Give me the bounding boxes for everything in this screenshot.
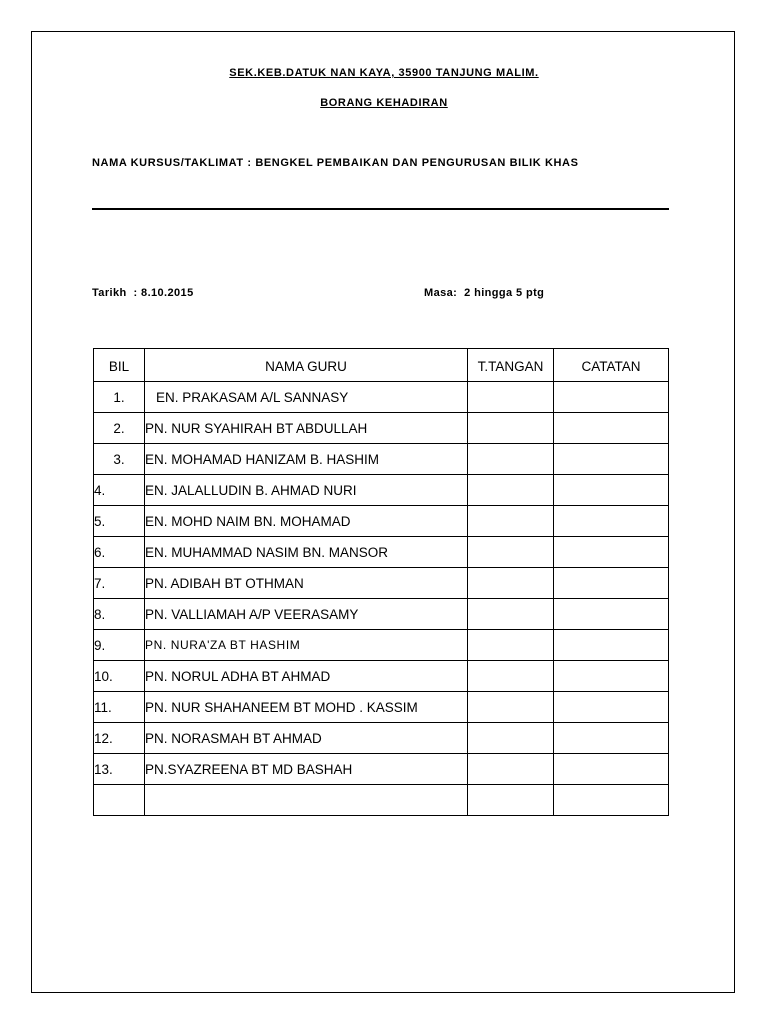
signature-cell[interactable] <box>468 444 554 475</box>
notes-cell[interactable] <box>554 723 669 754</box>
table-row <box>94 537 669 568</box>
signature-cell[interactable] <box>468 785 554 816</box>
teacher-name: EN. PRAKASAM A/L SANNASY <box>145 382 468 413</box>
teacher-name: PN. VALLIAMAH A/P VEERASAMY <box>145 599 468 630</box>
signature-cell[interactable] <box>468 723 554 754</box>
table-header-row <box>94 349 669 382</box>
table-row <box>94 444 669 475</box>
signature-cell[interactable] <box>468 382 554 413</box>
table-row <box>94 723 669 754</box>
teacher-name: PN. ADIBAH BT OTHMAN <box>145 568 468 599</box>
row-number: 6. <box>94 537 145 568</box>
notes-cell[interactable] <box>554 785 669 816</box>
header-t-tangan: T.TANGAN <box>468 349 554 382</box>
teacher-name-empty[interactable] <box>145 785 468 816</box>
course-divider <box>92 208 669 210</box>
row-number: 10. <box>94 661 145 692</box>
signature-cell[interactable] <box>468 568 554 599</box>
notes-cell[interactable] <box>554 444 669 475</box>
teacher-name: EN. JALALLUDIN B. AHMAD NURI <box>145 475 468 506</box>
notes-cell[interactable] <box>554 475 669 506</box>
time-field <box>424 287 544 299</box>
teacher-name: EN. MOHAMAD HANIZAM B. HASHIM <box>145 444 468 475</box>
row-number: 11. <box>94 692 145 723</box>
table-row <box>94 754 669 785</box>
header-nama-guru: NAMA GURU <box>145 349 468 382</box>
teacher-name: PN.SYAZREENA BT MD BASHAH <box>145 754 468 785</box>
notes-cell[interactable] <box>554 382 669 413</box>
notes-cell[interactable] <box>554 754 669 785</box>
school-name: SEK.KEB.DATUK NAN KAYA, 35900 TANJUNG MALIM. <box>229 67 539 79</box>
notes-cell[interactable] <box>554 537 669 568</box>
signature-cell[interactable] <box>468 692 554 723</box>
notes-cell[interactable] <box>554 692 669 723</box>
row-number: 1. <box>94 382 145 413</box>
row-number: 3. <box>94 444 145 475</box>
table-row <box>94 630 669 661</box>
row-number: 4. <box>94 475 145 506</box>
signature-cell[interactable] <box>468 754 554 785</box>
signature-cell[interactable] <box>468 630 554 661</box>
table-row <box>94 599 669 630</box>
signature-cell[interactable] <box>468 413 554 444</box>
notes-cell[interactable] <box>554 506 669 537</box>
notes-cell[interactable] <box>554 413 669 444</box>
signature-cell[interactable] <box>468 506 554 537</box>
date-label: Tarikh <box>92 287 127 299</box>
teacher-name: PN. NUR SHAHANEEM BT MOHD . KASSIM <box>145 692 468 723</box>
notes-cell[interactable] <box>554 599 669 630</box>
signature-cell[interactable] <box>468 475 554 506</box>
row-number: 9. <box>94 630 145 661</box>
teacher-name: PN. NUR SYAHIRAH BT ABDULLAH <box>145 413 468 444</box>
row-number: 13. <box>94 754 145 785</box>
table-row <box>94 661 669 692</box>
course-line-text <box>92 157 579 169</box>
time-label: Masa: <box>424 287 458 299</box>
teacher-name: EN. MUHAMMAD NASIM BN. MANSOR <box>145 537 468 568</box>
row-number: 5. <box>94 506 145 537</box>
attendance-table <box>93 348 669 816</box>
table-row-empty <box>94 785 669 816</box>
notes-cell[interactable] <box>554 661 669 692</box>
table-row <box>94 413 669 444</box>
teacher-name: EN. MOHD NAIM BN. MOHAMAD <box>145 506 468 537</box>
signature-cell[interactable] <box>468 537 554 568</box>
course-value: BENGKEL PEMBAIKAN DAN PENGURUSAN BILIK KHAS <box>255 157 579 169</box>
time-value: 2 hingga 5 ptg <box>464 287 545 299</box>
signature-cell[interactable] <box>468 661 554 692</box>
table-row <box>94 382 669 413</box>
table-row <box>94 692 669 723</box>
table-row <box>94 475 669 506</box>
course-label: NAMA KURSUS/TAKLIMAT : <box>92 157 252 169</box>
row-number-empty[interactable] <box>94 785 145 816</box>
teacher-name: PN. NURA'ZA BT HASHIM <box>145 630 468 661</box>
teacher-name: PN. NORASMAH BT AHMAD <box>145 723 468 754</box>
form-title: BORANG KEHADIRAN <box>320 97 448 109</box>
row-number: 12. <box>94 723 145 754</box>
table-row <box>94 568 669 599</box>
teacher-name: PN. NORUL ADHA BT AHMAD <box>145 661 468 692</box>
header-catatan: CATATAN <box>554 349 669 382</box>
date-field <box>92 287 194 299</box>
table-row <box>94 506 669 537</box>
signature-cell[interactable] <box>468 599 554 630</box>
header-bil: BIL <box>94 349 145 382</box>
row-number: 8. <box>94 599 145 630</box>
row-number: 2. <box>94 413 145 444</box>
notes-cell[interactable] <box>554 630 669 661</box>
notes-cell[interactable] <box>554 568 669 599</box>
date-value: : 8.10.2015 <box>133 287 194 299</box>
row-number: 7. <box>94 568 145 599</box>
